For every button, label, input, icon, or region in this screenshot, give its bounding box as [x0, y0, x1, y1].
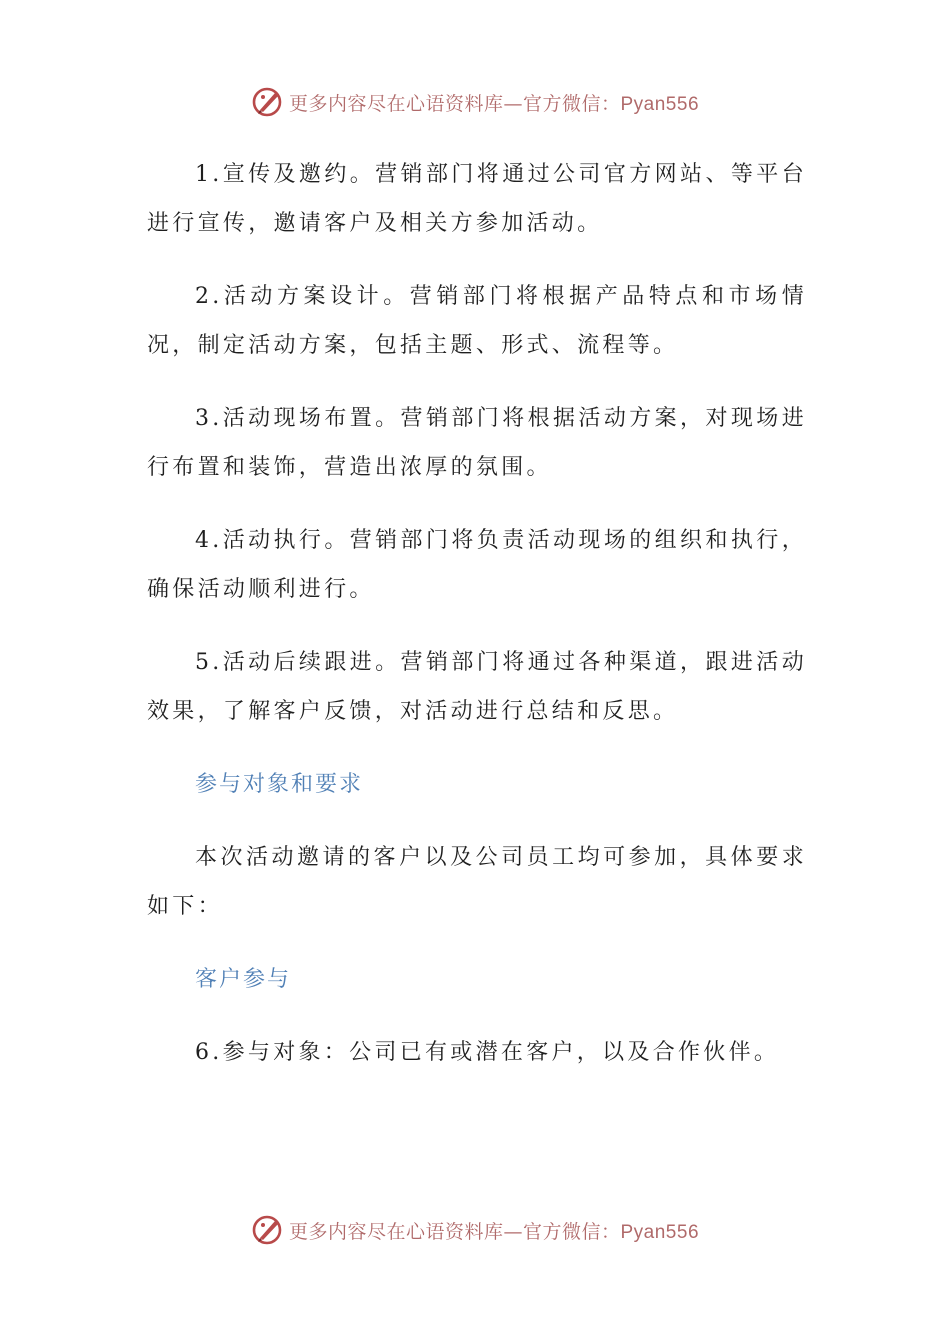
paragraph-item-5: 5.活动后续跟进。营销部门将通过各种渠道，跟进活动效果，了解客户反馈，对活动进行总结和反思。 [147, 650, 807, 724]
document-body [147, 150, 807, 1101]
paragraph-item-3: 3.活动现场布置。营销部门将根据活动方案，对现场进行布置和装饰，营造出浓厚的氛围。 [147, 406, 807, 480]
footer-banner [0, 1210, 950, 1250]
paragraph-item-1: 1.宣传及邀约。营销部门将通过公司官方网站、等平台进行宣传，邀请客户及相关方参加活动。 [147, 162, 807, 236]
header-banner [0, 82, 950, 122]
pen-logo-icon [251, 85, 285, 119]
section-heading-customer: 客户参与 [195, 967, 292, 992]
banner-wechat-id: Pyan556 [620, 1221, 700, 1243]
banner-text-cn: 更多内容尽在心语资料库—官方微信： [288, 1220, 621, 1243]
banner-text [289, 89, 699, 116]
paragraph-item-4: 4.活动执行。营销部门将负责活动现场的组织和执行，确保活动顺利进行。 [147, 528, 807, 602]
banner-text-cn: 更多内容尽在心语资料库—官方微信： [288, 92, 621, 115]
banner-text [289, 1217, 699, 1244]
paragraph-intro-requirements: 本次活动邀请的客户以及公司员工均可参加，具体要求如下： [147, 845, 807, 919]
paragraph-item-2: 2.活动方案设计。营销部门将根据产品特点和市场情况，制定活动方案，包括主题、形式、流程等。 [147, 284, 807, 358]
banner-wechat-id: Pyan556 [620, 93, 700, 115]
section-heading-participants: 参与对象和要求 [195, 772, 364, 797]
pen-logo-icon [251, 1213, 285, 1247]
paragraph-item-6: 6.参与对象：公司已有或潜在客户，以及合作伙伴。 [195, 1040, 780, 1065]
